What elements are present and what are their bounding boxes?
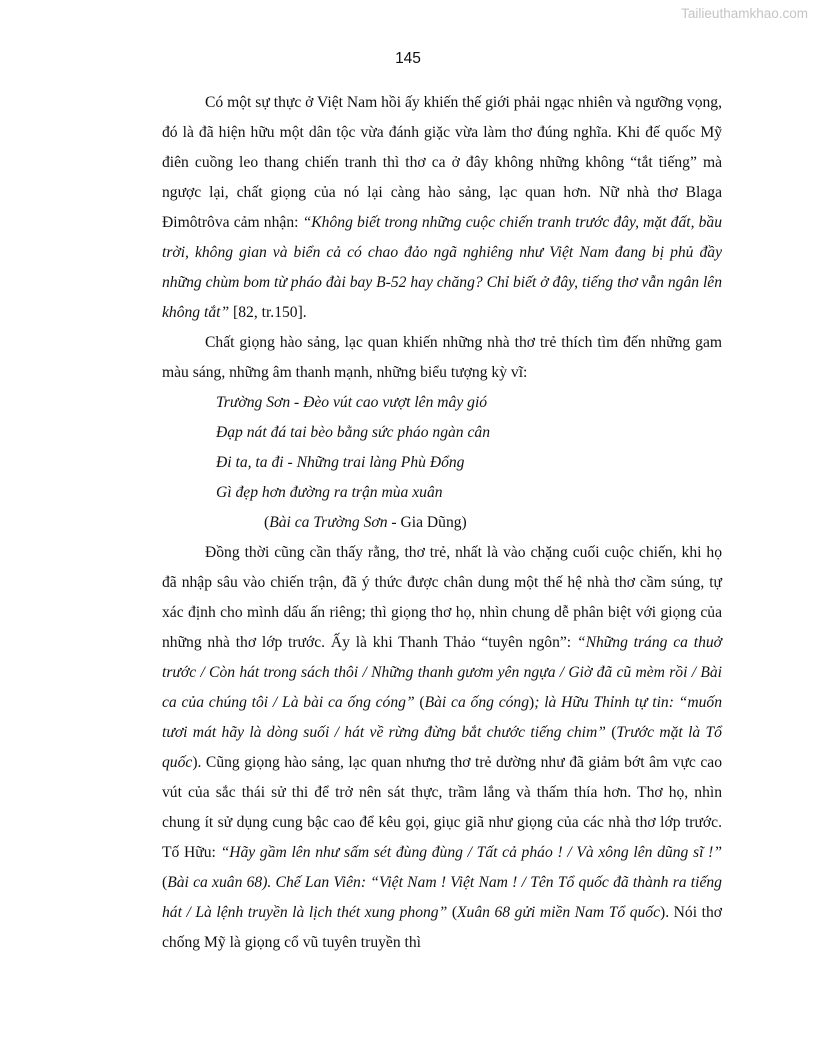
- p1-citation: [82, tr.150].: [229, 304, 307, 321]
- p3-title-4: Xuân 68 gửi miền Nam Tổ quốc: [457, 904, 661, 921]
- p3-text-2: (: [414, 694, 425, 711]
- p3-text-3: ): [529, 694, 535, 711]
- p3-text-6: (: [162, 874, 168, 891]
- page-body: [162, 88, 722, 958]
- verse-line: Đi ta, ta đi - Những trai làng Phù Đổng: [216, 454, 465, 471]
- attribution-author: - Gia Dũng): [387, 514, 467, 531]
- watermark: Tailieuthamkhao.com: [681, 6, 808, 21]
- attribution-title: Bài ca Trường Sơn: [269, 514, 388, 531]
- paragraph-2: Chất giọng hào sảng, lạc quan khiến những nhà thơ trẻ thích tìm đến những gam màu sáng, những âm thanh mạnh, những biểu tượng kỳ vĩ:: [162, 334, 722, 381]
- attribution-open: (: [264, 514, 270, 531]
- p3-text-7: (: [447, 904, 458, 921]
- p3-quote-1: “Những tráng ca thuở trước / Còn hát trong sách thôi / Những thanh gươm yên ngựa / Giờ đã cũ mèm rồi / Bài ca của chúng tôi / Là bài ca ống cóng”: [162, 634, 722, 711]
- poem-excerpt: [162, 388, 722, 508]
- paragraph-3: [162, 538, 722, 958]
- p3-text-1: Đồng thời cũng cần thấy rằng, thơ trẻ, nhất là vào chặng cuối cuộc chiến, khi họ đã nhập sâu vào chiến trận, đã ý thức được chân dung một thế hệ nhà thơ cầm súng, tự xác định cho mình dấu ấn riêng; thì giọng thơ họ, nhìn chung dễ phân biệt với giọng của những nhà thơ lớp trước. Ấy là khi Thanh Thảo “tuyên ngôn”:: [162, 544, 722, 651]
- page-number: 145: [395, 50, 421, 67]
- p3-title-2: Trước mặt là Tổ quốc: [162, 724, 722, 771]
- verse-line: Đạp nát đá tai bèo bằng sức pháo ngàn cân: [216, 424, 491, 441]
- p1-text: Có một sự thực ở Việt Nam hồi ấy khiến thế giới phải ngạc nhiên và ngưỡng vọng, đó là đã hiện hữu một dân tộc vừa đánh giặc vừa làm thơ đúng nghĩa. Khi đế quốc Mỹ điên cuồng leo thang chiến tranh thì thơ ca ở đây không những không “tắt tiếng” mà ngược lại, chất giọng của nó lại càng hào sảng, lạc quan hơn. Nữ nhà thơ Blaga Đimôtrôva cảm nhận:: [162, 94, 722, 231]
- p1-quote: “Không biết trong những cuộc chiến tranh trước đây, mặt đất, bầu trời, không gian và biển cả có chao đảo ngã nghiêng như Việt Nam đang bị phủ đầy những chùm bom từ pháo đài bay B-52 hay chăng? Chỉ biết ở đây, tiếng thơ vẫn ngân lên không tắt”: [162, 214, 722, 321]
- poem-attribution: [162, 508, 722, 538]
- p3-quote-3: “Hãy gầm lên như sấm sét đùng đùng / Tất cả pháo ! / Và xông lên dũng sĩ !”: [220, 844, 722, 861]
- verse-line: Gì đẹp hơn đường ra trận mùa xuân: [216, 484, 443, 501]
- p3-title-3: Bài ca xuân 68: [167, 874, 263, 891]
- paragraph-1: [162, 88, 722, 328]
- p3-text-5: ). Cũng giọng hào sảng, lạc quan nhưng thơ trẻ dường như đã giảm bớt âm vực cao vút của sắc thái sử thi để trở nên sát thực, trầm lắng và thấm thía hơn. Thơ họ, nhìn chung ít sử dụng cung bậc cao để kêu gọi, giục giã như giọng của các nhà thơ lớp trước. Tố Hữu:: [162, 754, 722, 861]
- p3-text-4: (: [605, 724, 617, 741]
- p3-title-1: Bài ca ống cóng: [424, 694, 530, 711]
- p3-quote-2: ; là Hữu Thỉnh tự tin: “muốn tươi mát hãy là dòng suối / hát về rừng đừng bắt chước tiếng chim”: [162, 694, 722, 741]
- p3-text-8: ). Nói thơ chống Mỹ là giọng cổ vũ tuyên truyền thì: [162, 904, 722, 951]
- verse-line: Trường Sơn - Đèo vút cao vượt lên mây gió: [216, 394, 488, 411]
- p3-quote-4: ). Chế Lan Viên: “Việt Nam ! Việt Nam ! / Tên Tổ quốc đã thành ra tiếng hát / Là lệnh truyền là lịch thét xung phong”: [162, 874, 722, 921]
